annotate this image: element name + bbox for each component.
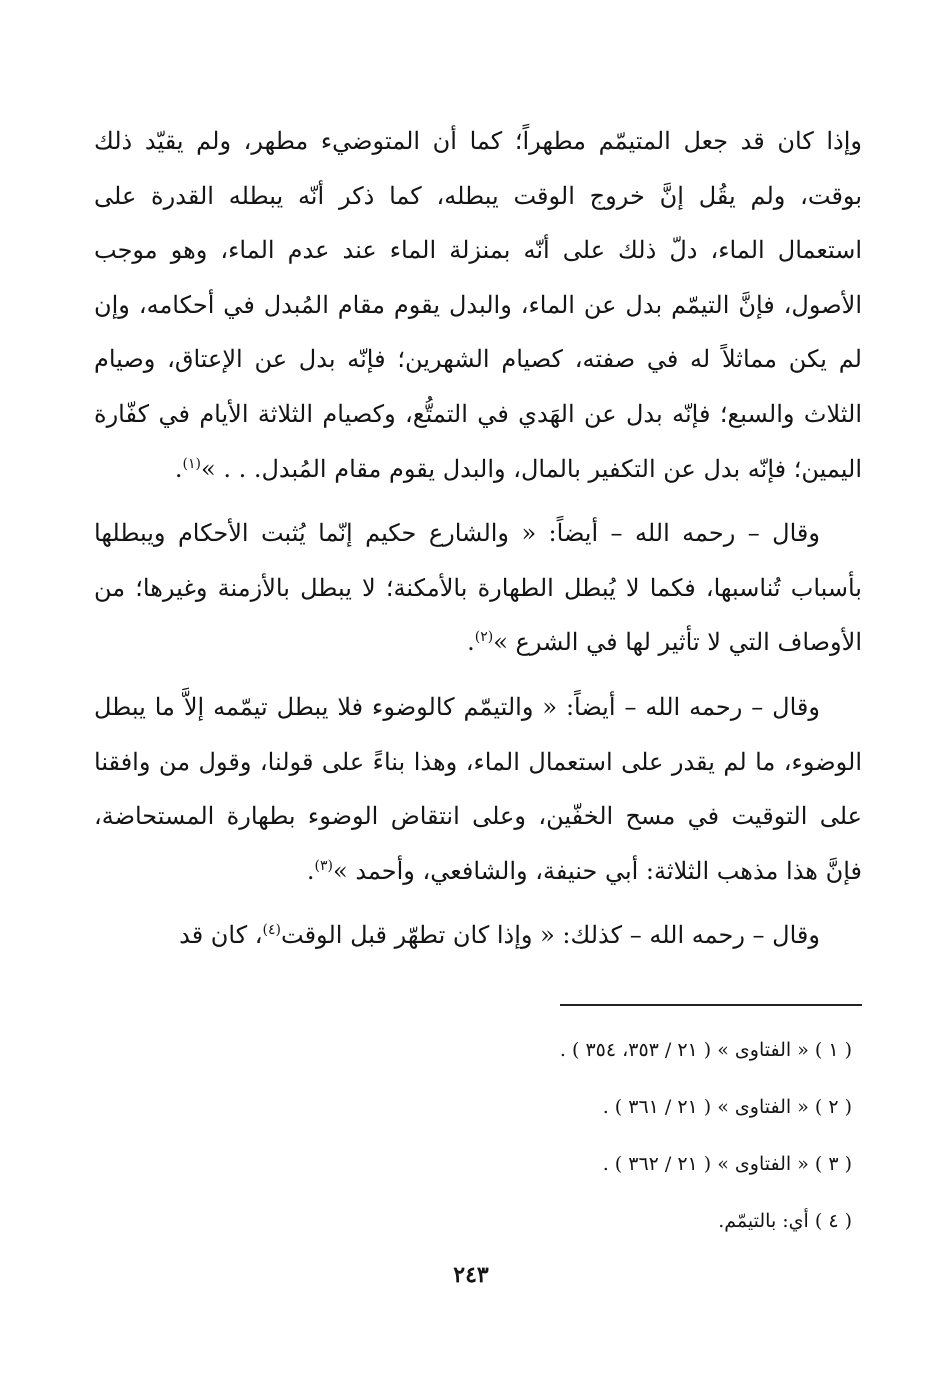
paragraph-text: وقال – رحمه الله – أيضاً: « والشارع حكيم إنّما يُثبت الأحكام ويبطلها بأسباب تُناسبها، فكما لا يُبطل الطهارة بالأمكنة؛ لا يبطل بالأزمنة وغيرها؛ من الأوصاف التي لا تأثير لها في الشرع »: [94, 519, 862, 657]
footnote-separator: [560, 1004, 862, 1006]
paragraph-ending: .: [467, 628, 475, 657]
paragraph-text: وقال – رحمه الله – أيضاً: « والتيمّم كالوضوء فلا يبطل تيمّمه إلاَّ ما يبطل الوضوء، ما لم يقدر على استعمال الماء، وهذا بناءً على قولنا، وقول من وافقنا على التوقيت في مسح الخفّين، وعلى انتقاض الوضوء بطهارة المستحاضة، فإنَّ هذا مذهب الثلاثة: أبي حنيفة، والشافعي، وأحمد »: [94, 692, 862, 885]
paragraph: [94, 680, 862, 898]
paragraph-text: وإذا كان قد جعل المتيمّم مطهراً؛ كما أن المتوضيء مطهر، ولم يقيّد ذلك بوقت، ولم يقُل إنَّ خروج الوقت يبطله، كما ذكر أنّه يبطله القدرة على استعمال الماء، دلّ ذلك على أنّه بمنزلة الماء عند عدم الماء، وهو موجب الأصول، فإنَّ التيمّم بدل عن الماء، والبدل يقوم مقام المُبدل في أحكامه، وإن لم يكن مماثلاً له في صفته، كصيام الشهرين؛ فإنّه بدل عن الإعتاق، وصيام الثلاث والسبع؛ فإنّه بدل عن الهَدي في التمتُّع، وكصيام الثلاثة الأيام في كفّارة اليمين؛ فإنّه بدل عن التكفير بالمال، والبدل يقوم مقام المُبدل. . . »: [94, 127, 862, 483]
footnote: ( ٢ ) « الفتاوى » ( ٢١ / ٣٦١ ) .: [602, 1096, 852, 1118]
paragraph: [94, 908, 862, 963]
paragraph-text: وقال – رحمه الله – كذلك: « وإذا كان تطهّر قبل الوقت: [281, 921, 820, 950]
footnote-reference: (٢): [474, 629, 494, 646]
paragraph-ending: .: [306, 856, 315, 885]
footnote: ( ٣ ) « الفتاوى » ( ٢١ / ٣٦٢ ) .: [602, 1153, 852, 1175]
footnote: ( ٤ ) أي: بالتيمّم.: [718, 1210, 852, 1232]
footnote-reference: (٤): [262, 922, 282, 939]
paragraph: [94, 506, 862, 670]
footnote: ( ١ ) « الفتاوى » ( ٢١ / ٣٥٣، ٣٥٤ ) .: [559, 1039, 852, 1061]
footnote-reference: (١): [182, 455, 201, 472]
body-text: [94, 114, 862, 963]
footnote-reference: (٣): [314, 857, 334, 874]
paragraph-ending: .: [174, 454, 183, 483]
page-number: ٢٤٣: [453, 1262, 489, 1288]
paragraph-ending: ، كان قد: [179, 921, 263, 950]
paragraph: [94, 114, 862, 496]
footnotes: [432, 1022, 852, 1250]
